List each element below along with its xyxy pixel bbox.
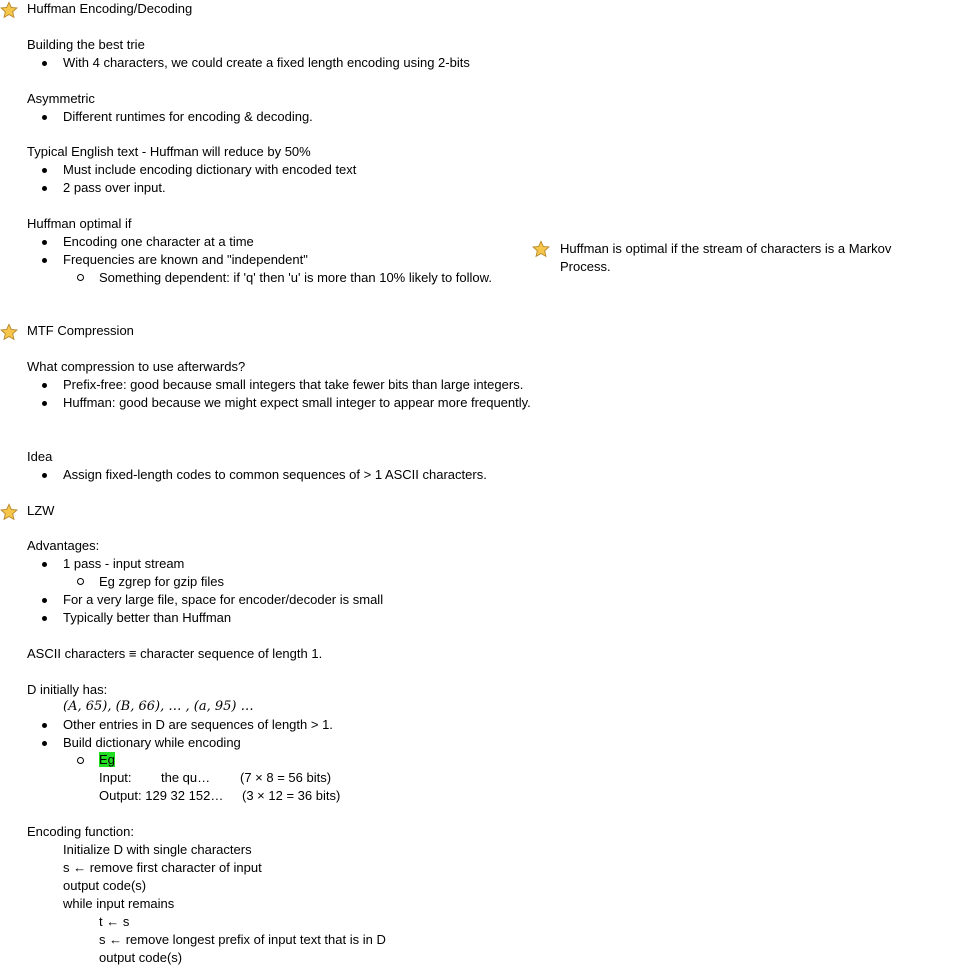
code-line: output code(s)	[99, 950, 183, 965]
list-item: 2 pass over input.	[63, 180, 166, 195]
highlighted-eg: Eg	[99, 752, 115, 767]
list-item: Other entries in D are sequences of length > 1.	[63, 717, 333, 732]
heading-idea: Idea	[27, 449, 53, 464]
star-icon[interactable]	[0, 503, 18, 521]
heading-d-initial: D initially has:	[27, 682, 108, 697]
bullet	[42, 168, 47, 173]
heading-encoding: Encoding function:	[27, 824, 134, 839]
list-item: With 4 characters, we could create a fixed length encoding using 2-bits	[63, 55, 470, 70]
heading-question: What compression to use afterwards?	[27, 359, 246, 374]
sub-bullet	[77, 578, 84, 585]
list-item: Must include encoding dictionary with encoded text	[63, 162, 357, 177]
code-line: Initialize D with single characters	[63, 842, 252, 857]
bullet	[42, 258, 47, 263]
bullet	[42, 562, 47, 567]
bullet	[42, 61, 47, 66]
code-line: s ← remove longest prefix of input text that is in D	[99, 932, 386, 947]
sub-list-item: Something dependent: if 'q' then 'u' is more than 10% likely to follow.	[99, 270, 492, 285]
bullet	[42, 186, 47, 191]
heading-building: Building the best trie	[27, 37, 145, 52]
heading-typical: Typical English text - Huffman will reduce by 50%	[27, 144, 311, 159]
list-item: Frequencies are known and "independent"	[63, 252, 308, 267]
bullet	[42, 383, 47, 388]
sub-bullet	[77, 274, 84, 281]
sub-list-item: Eg zgrep for gzip files	[99, 574, 225, 589]
ascii-line: ASCII characters ≡ character sequence of length 1.	[27, 646, 323, 661]
d-formula: (A, 65), (B, 66), … , (a, 95) …	[63, 699, 254, 714]
code-line: s ← remove first character of input	[63, 860, 262, 875]
heading-optimal: Huffman optimal if	[27, 216, 132, 231]
input-calc: (7 × 8 = 56 bits)	[240, 770, 332, 785]
heading-asymmetric: Asymmetric	[27, 91, 95, 106]
list-item: For a very large file, space for encoder/decoder is small	[63, 592, 384, 607]
list-item: 1 pass - input stream	[63, 556, 185, 571]
section-title-lzw: LZW	[27, 503, 55, 518]
code-line: output code(s)	[63, 878, 147, 893]
bullet	[42, 473, 47, 478]
list-item: Different runtimes for encoding & decoding.	[63, 109, 313, 124]
star-icon[interactable]	[0, 323, 18, 341]
bullet	[42, 741, 47, 746]
bullet	[42, 723, 47, 728]
input-value: the qu…	[161, 770, 211, 785]
star-icon[interactable]	[532, 240, 550, 258]
bullet	[42, 598, 47, 603]
code-line: t ← s	[99, 914, 130, 929]
list-item: Huffman: good because we might expect small integer to appear more frequently.	[63, 395, 531, 410]
list-item: Prefix-free: good because small integers that take fewer bits than large integers.	[63, 377, 524, 392]
list-item: Encoding one character at a time	[63, 234, 254, 249]
section-title-huffman: Huffman Encoding/Decoding	[27, 1, 193, 16]
code-line: while input remains	[63, 896, 175, 911]
bullet	[42, 401, 47, 406]
output-calc: (3 × 12 = 36 bits)	[242, 788, 341, 803]
bullet	[42, 115, 47, 120]
heading-advantages: Advantages:	[27, 538, 100, 553]
eg-label-line	[99, 751, 115, 769]
list-item: Typically better than Huffman	[63, 610, 232, 625]
input-label: Input:	[99, 770, 132, 785]
section-title-mtf: MTF Compression	[27, 323, 134, 338]
star-icon[interactable]	[0, 1, 18, 19]
sub-bullet	[77, 757, 84, 764]
bullet	[42, 616, 47, 621]
side-note: Huffman is optimal if the stream of characters is a Markov Process.	[560, 241, 892, 274]
list-item: Build dictionary while encoding	[63, 735, 241, 750]
bullet	[42, 240, 47, 245]
output-label: Output: 129 32 152…	[99, 788, 224, 803]
list-item: Assign fixed-length codes to common sequences of > 1 ASCII characters.	[63, 467, 487, 482]
